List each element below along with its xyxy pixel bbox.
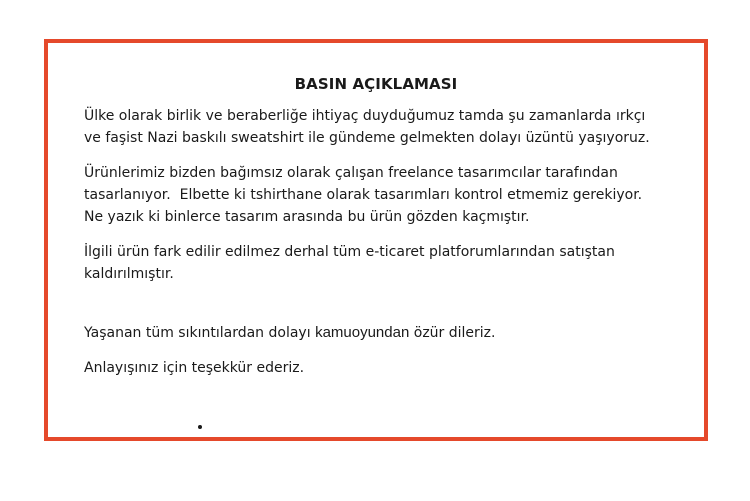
paragraph-2-line-3: Ne yazık ki binlerce tasarım arasında bu ürün gözden kaçmıştır. xyxy=(84,209,530,225)
press-release-title: BASIN AÇIKLAMASI xyxy=(294,75,458,93)
paragraph-1 xyxy=(84,105,694,149)
paragraph-2 xyxy=(84,162,694,228)
paragraph-1-line-2: ve faşist Nazi baskılı sweatshirt ile gündeme gelmekten dolayı üzüntü yaşıyoruz. xyxy=(84,130,650,146)
thanks-paragraph: Anlayışınız için teşekkür ederiz. xyxy=(84,360,305,376)
paragraph-3 xyxy=(84,241,694,285)
apology-text-after: özür dileriz. xyxy=(409,325,496,341)
apology-paragraph xyxy=(84,322,694,344)
press-release-frame xyxy=(44,39,708,441)
paragraph-2-line-2: tasarlanıyor. Elbette ki tshirthane olarak tasarımları kontrol etmemiz gerekiyor. xyxy=(84,187,643,203)
apology-text-before: Yaşanan tüm sıkıntılardan dolayı xyxy=(84,325,316,341)
paragraph-2-line-1: Ürünlerimiz bizden bağımsız olarak çalışan freelance tasarımcılar tarafından xyxy=(84,165,618,181)
stray-dot xyxy=(198,425,202,429)
apology-highlight: kamuoyundan xyxy=(315,324,410,341)
paragraph-3-line-2: kaldırılmıştır. xyxy=(84,266,174,282)
paragraph-3-line-1: İlgili ürün fark edilir edilmez derhal tüm e-ticaret platforumlarından satıştan xyxy=(84,244,615,260)
paragraph-1-line-1: Ülke olarak birlik ve beraberliğe ihtiyaç duyduğumuz tamda şu zamanlarda ırkçı xyxy=(84,108,646,124)
